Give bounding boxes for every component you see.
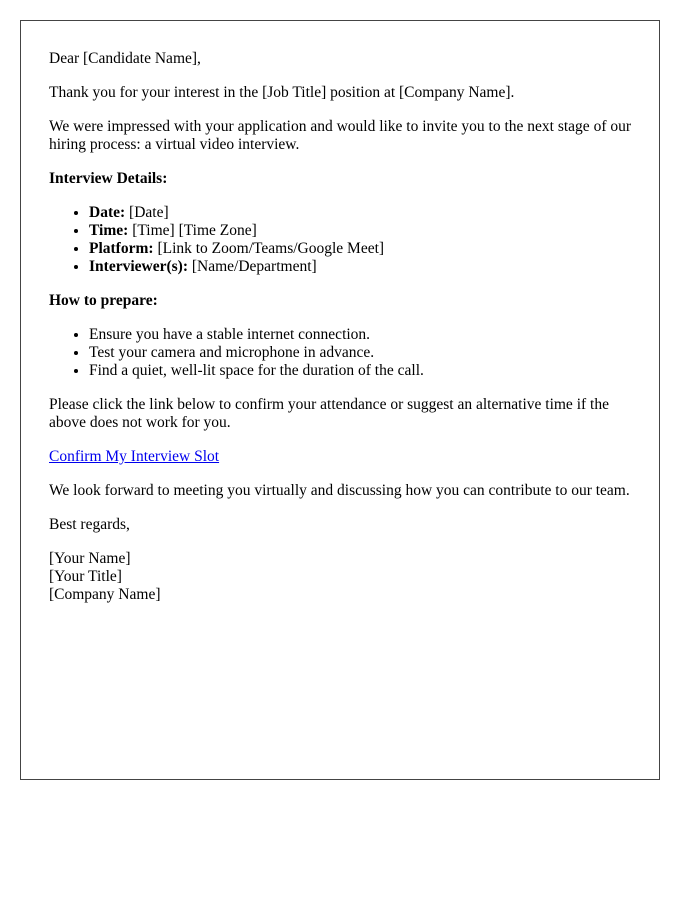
invite-paragraph: We were impressed with your application and would like to invite you to the next stage of our hiring process: a virtual video interview. bbox=[49, 118, 632, 153]
detail-label: Date: bbox=[89, 204, 126, 221]
prepare-list bbox=[49, 326, 631, 380]
detail-item-date bbox=[89, 204, 631, 222]
greeting: Dear [Candidate Name], bbox=[49, 50, 201, 67]
detail-value: [Time] [Time Zone] bbox=[128, 222, 257, 239]
detail-label: Platform: bbox=[89, 240, 154, 257]
detail-value: [Date] bbox=[125, 204, 169, 221]
detail-item-interviewers bbox=[89, 258, 631, 276]
prepare-item: • Ensure you have a stable internet connection. bbox=[89, 326, 631, 344]
signoff: Best regards, bbox=[49, 516, 130, 533]
detail-value: [Link to Zoom/Teams/Google Meet] bbox=[153, 240, 385, 257]
detail-value: [Name/Department] bbox=[187, 258, 317, 275]
confirm-interview-link[interactable]: Confirm My Interview Slot bbox=[49, 448, 220, 465]
closing-paragraph: We look forward to meeting you virtually and discussing how you can contribute to our team. bbox=[49, 482, 630, 499]
confirm-paragraph: Please click the link below to confirm your attendance or suggest an alternative time if the above does not work for you. bbox=[49, 396, 609, 431]
interview-details-list bbox=[49, 204, 631, 276]
signature-name: [Your Name] bbox=[49, 550, 131, 567]
signature-block bbox=[49, 550, 631, 604]
intro-paragraph: Thank you for your interest in the [Job Title] position at [Company Name]. bbox=[49, 84, 515, 101]
interview-details-heading: Interview Details: bbox=[49, 170, 168, 187]
confirm-link-paragraph bbox=[49, 448, 631, 466]
prepare-item: • Test your camera and microphone in advance. bbox=[89, 344, 631, 362]
detail-item-platform bbox=[89, 240, 631, 258]
detail-label: Time: bbox=[89, 222, 129, 239]
how-to-prepare-heading: How to prepare: bbox=[49, 292, 158, 309]
detail-label: Interviewer(s): bbox=[89, 258, 188, 275]
letter-container bbox=[20, 20, 660, 780]
signature-company: [Company Name] bbox=[49, 586, 161, 603]
detail-item-time bbox=[89, 222, 631, 240]
prepare-item: • Find a quiet, well-lit space for the duration of the call. bbox=[89, 362, 631, 380]
signature-title: [Your Title] bbox=[49, 568, 122, 585]
